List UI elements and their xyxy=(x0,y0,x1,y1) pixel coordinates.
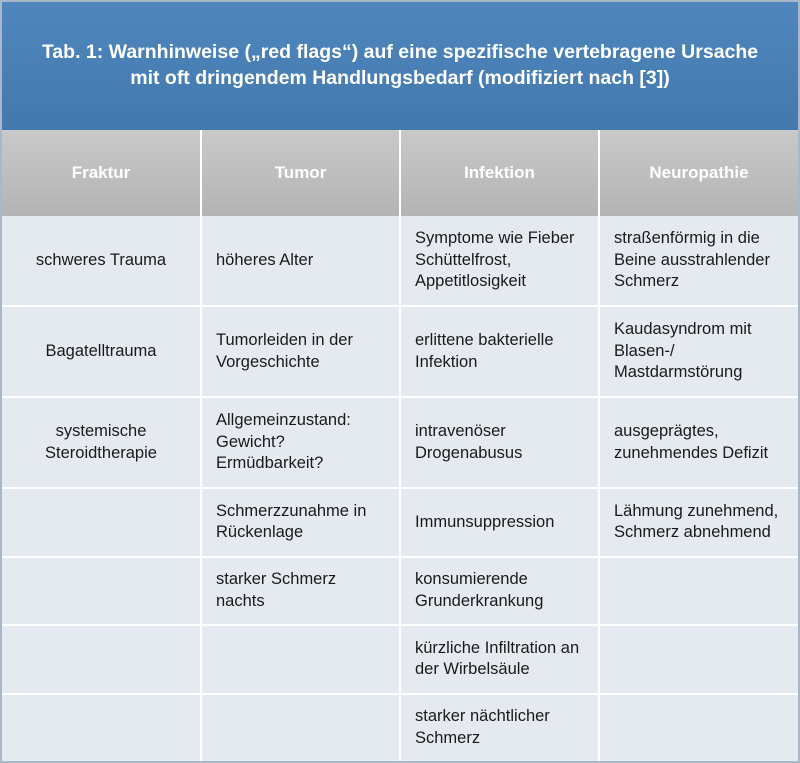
table-cell-tumor: Tumorleiden in der Vorgeschichte xyxy=(201,306,400,397)
table-cell-tumor: starker Schmerz nachts xyxy=(201,557,400,625)
table-cell-tumor xyxy=(201,694,400,761)
table-cell-tumor: Schmerzzunahme in Rückenlage xyxy=(201,488,400,556)
table-cell-neuropathie xyxy=(599,694,798,761)
column-header-neuropathie: Neuropathie xyxy=(599,130,798,216)
table-caption-text: Tab. 1: Warnhinweise („red flags“) auf eine spezifische vertebragene Ursache mit oft dringendem Handlungsbedarf (modifiziert nach [3]) xyxy=(41,40,759,89)
table-header xyxy=(2,130,798,216)
table-cell-fraktur xyxy=(2,625,201,693)
table-cell-fraktur xyxy=(2,694,201,761)
table-header-row xyxy=(2,130,798,216)
table-cell-neuropathie: Kaudasyndrom mit Blasen-/ Mastdarmstörung xyxy=(599,306,798,397)
table-cell-infektion: Immunsuppression xyxy=(400,488,599,556)
table-cell-infektion: starker nächtlicher Schmerz xyxy=(400,694,599,761)
table-cell-fraktur xyxy=(2,557,201,625)
table-cell-neuropathie: Lähmung zunehmend, Schmerz abnehmend xyxy=(599,488,798,556)
table-row xyxy=(2,216,798,306)
table-row xyxy=(2,397,798,488)
table-body xyxy=(2,216,798,761)
table-cell-tumor: höheres Alter xyxy=(201,216,400,306)
table-row xyxy=(2,488,798,556)
table-row xyxy=(2,557,798,625)
table-cell-infektion: erlittene bakterielle Infektion xyxy=(400,306,599,397)
red-flags-table xyxy=(2,130,798,761)
column-header-fraktur: Fraktur xyxy=(2,130,201,216)
table-cell-fraktur: systemische Steroidtherapie xyxy=(2,397,201,488)
table-cell-infektion: intravenöser Drogenabusus xyxy=(400,397,599,488)
table-cell-infektion: konsumierende Grunderkrankung xyxy=(400,557,599,625)
table-cell-tumor xyxy=(201,625,400,693)
table-cell-neuropathie: straßenförmig in die Beine ausstrahlender Schmerz xyxy=(599,216,798,306)
table-row xyxy=(2,306,798,397)
table-row xyxy=(2,694,798,761)
table-cell-fraktur xyxy=(2,488,201,556)
table-cell-neuropathie: ausgeprägtes, zunehmendes Defizit xyxy=(599,397,798,488)
table-cell-infektion: kürzliche Infiltration an der Wirbelsäule xyxy=(400,625,599,693)
table-cell-neuropathie xyxy=(599,625,798,693)
column-header-infektion: Infektion xyxy=(400,130,599,216)
table-caption xyxy=(2,2,798,130)
table-cell-neuropathie xyxy=(599,557,798,625)
table-cell-infektion: Symptome wie Fieber Schüttelfrost, Appetitlosigkeit xyxy=(400,216,599,306)
column-header-tumor: Tumor xyxy=(201,130,400,216)
table-cell-fraktur: schweres Trauma xyxy=(2,216,201,306)
table-row xyxy=(2,625,798,693)
table-cell-fraktur: Bagatelltrauma xyxy=(2,306,201,397)
table-cell-tumor: Allgemeinzustand: Gewicht? Ermüdbarkeit? xyxy=(201,397,400,488)
